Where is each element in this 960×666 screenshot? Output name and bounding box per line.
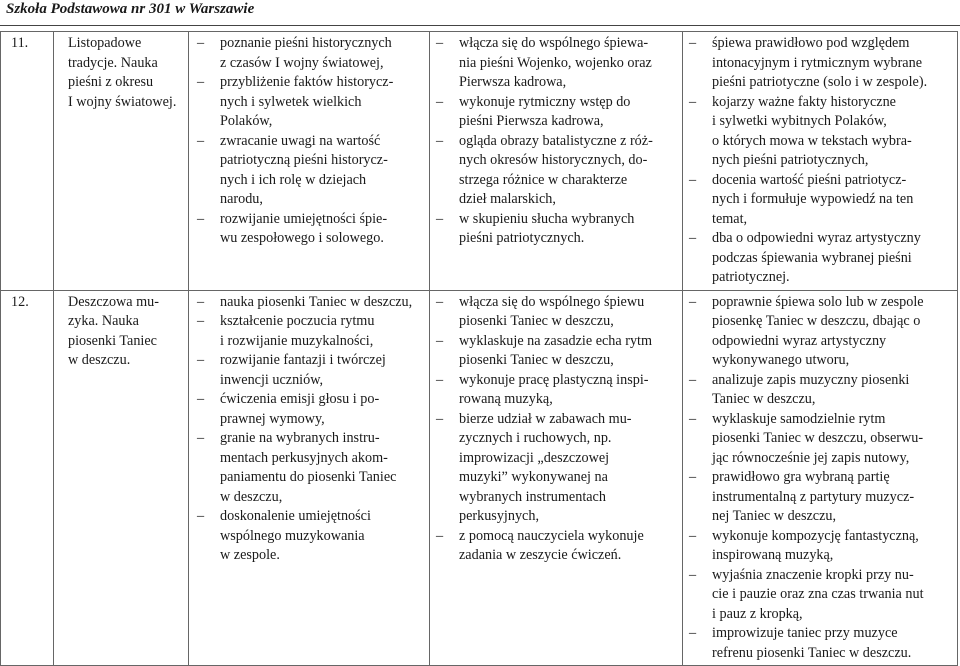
list-item: – ogląda obrazy batalistyczne z róż- nych okresów historycznych, do- strzega różnice w charakterze dzieł malarskich, (436, 132, 676, 210)
lesson-goals (189, 32, 430, 291)
table-row (1, 32, 958, 291)
table-row (1, 290, 958, 666)
list-item: – dba o odpowiedni wyraz artystyczny podczas śpiewania wybranej pieśni patriotycznej. (689, 229, 957, 288)
list-item: – bierze udział w zabawach mu- zycznych i ruchowych, np. improwizacji „deszczowej muzyki” wykonywanej na wybranych instrumentach perkusyjnych, (436, 410, 676, 527)
list-item: – rozwijanie umiejętności śpie- wu zespołowego i solowego. (197, 210, 423, 249)
list-item: – wyklaskuje na zasadzie echa rytm piosenki Taniec w deszczu, (436, 332, 676, 371)
lesson-activities (430, 290, 683, 666)
list-item: – analizuje zapis muzyczny piosenki Taniec w deszczu, (689, 371, 957, 410)
list-item: – wykonuje rytmiczny wstęp do pieśni Pierwsza kadrowa, (436, 93, 676, 132)
lesson-topic-text: Deszczowa mu- zyka. Nauka piosenki Taniec w deszczu. (68, 293, 159, 368)
list-item: – w skupieniu słucha wybranych pieśni patriotycznych. (436, 210, 676, 249)
lesson-number: 12. (1, 290, 54, 666)
list-item: – kształcenie poczucia rytmu i rozwijanie muzykalności, (197, 312, 423, 351)
list-item: – wyjaśnia znaczenie kropki przy nu- cie i pauzie oraz zna czas trwania nut i pauz z kropką, (689, 566, 957, 625)
list-item: – rozwijanie fantazji i twórczej inwencji uczniów, (197, 351, 423, 390)
list-item: – poprawnie śpiewa solo lub w zespole piosenkę Taniec w deszczu, dbając o odpowiedni wyraz artystyczny wykonywanego utworu, (689, 293, 957, 371)
list-item: – ćwiczenia emisji głosu i po- prawnej wymowy, (197, 390, 423, 429)
list-item: – poznanie pieśni historycznych z czasów I wojny światowej, (197, 34, 423, 73)
lesson-topic (54, 32, 189, 291)
lesson-number: 11. (1, 32, 54, 291)
list-item: – włącza się do wspólnego śpiewa- nia pieśni Wojenko, wojenko oraz Pierwsza kadrowa, (436, 34, 676, 93)
lesson-achievements (683, 32, 958, 291)
header-rule (0, 25, 960, 26)
list-item: – granie na wybranych instru- mentach perkusyjnych akom- paniamentu do piosenki Taniec w deszczu, (197, 429, 423, 507)
lesson-activities (430, 32, 683, 291)
list-item: – docenia wartość pieśni patriotycz- nych i formułuje wypowiedź na ten temat, (689, 171, 957, 230)
list-item: – wykonuje kompozycję fantastyczną, inspirowaną muzyką, (689, 527, 957, 566)
list-item: – kojarzy ważne fakty historyczne i sylwetki wybitnych Polaków, o których mowa w tekstach wybra- nych pieśni patriotycznych, (689, 93, 957, 171)
list-item: – włącza się do wspólnego śpiewu piosenki Taniec w deszczu, (436, 293, 676, 332)
list-item: – prawidłowo gra wybraną partię instrumentalną z partytury muzycz- nej Taniec w deszczu, (689, 468, 957, 527)
list-item: – wyklaskuje samodzielnie rytm piosenki Taniec w deszczu, obserwu- jąc równocześnie jej zapis nutowy, (689, 410, 957, 469)
list-item: – wykonuje pracę plastyczną inspi- rowaną muzyką, (436, 371, 676, 410)
page-header: Szkoła Podstawowa nr 301 w Warszawie (6, 1, 255, 17)
list-item: – improwizuje taniec przy muzyce refrenu piosenki Taniec w deszczu. (689, 624, 957, 663)
list-item: – doskonalenie umiejętności wspólnego muzykowania w zespole. (197, 507, 423, 566)
list-item: – śpiewa prawidłowo pod względem intonacyjnym i rytmicznym wybrane pieśni patriotyczne (solo i w zespole). (689, 34, 957, 93)
list-item: – przybliżenie faktów historycz- nych i sylwetek wielkich Polaków, (197, 73, 423, 132)
lesson-topic (54, 290, 189, 666)
lesson-achievements (683, 290, 958, 666)
list-item: – zwracanie uwagi na wartość patriotyczną pieśni historycz- nych i ich rolę w dziejach narodu, (197, 132, 423, 210)
curriculum-table (0, 31, 958, 666)
lesson-goals (189, 290, 430, 666)
list-item: – nauka piosenki Taniec w deszczu, (197, 293, 423, 313)
lesson-topic-text: Listopadowe tradycje. Nauka pieśni z okresu I wojny światowej. (68, 35, 177, 110)
list-item: – z pomocą nauczyciela wykonuje zadania w zeszycie ćwiczeń. (436, 527, 676, 566)
